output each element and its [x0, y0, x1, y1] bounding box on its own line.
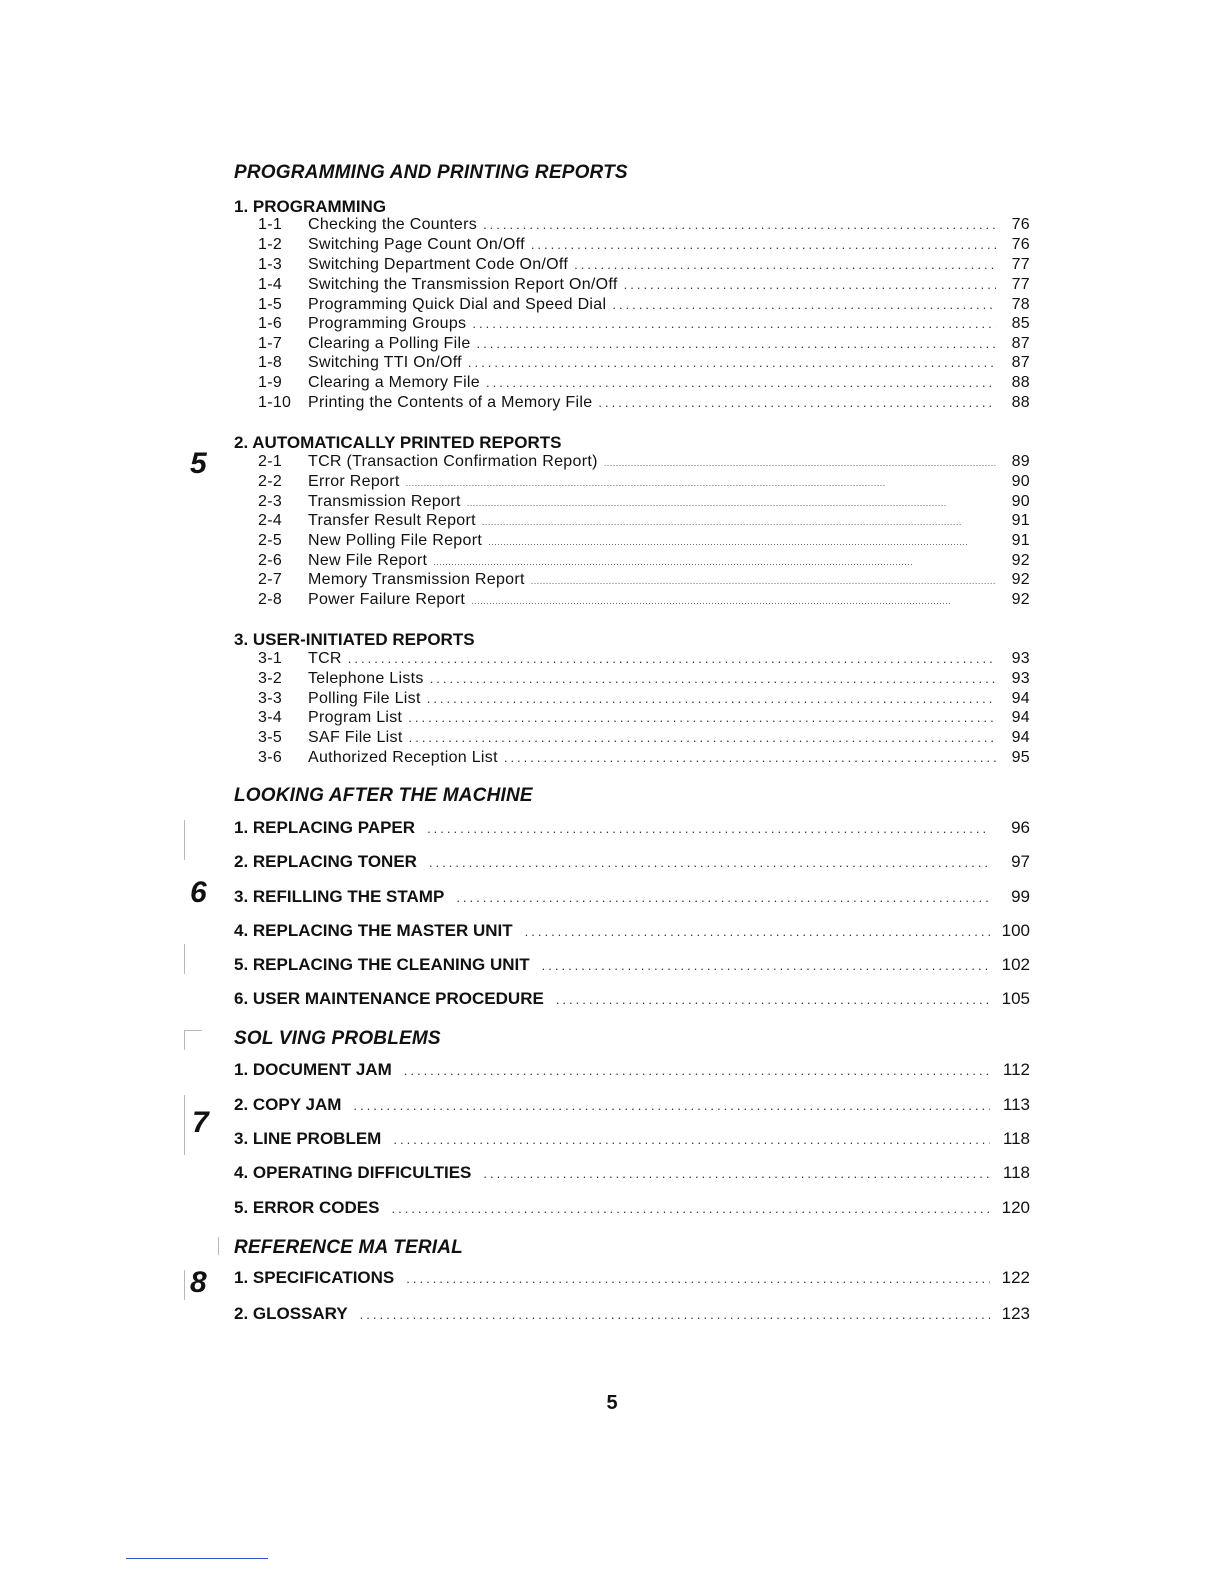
dot-leader — [604, 458, 996, 468]
section-heading-user-reports: 3. USER-INITIATED REPORTS — [234, 630, 475, 649]
dot-leader — [483, 1166, 990, 1181]
entry-page: 92 — [1011, 552, 1030, 569]
entry-title: Polling File List — [308, 690, 421, 707]
entry-title: Clearing a Polling File — [308, 335, 471, 352]
entry-title: 2. GLOSSARY — [234, 1304, 348, 1323]
page-number: 5 — [606, 1392, 618, 1414]
toc-major-entry[interactable] — [234, 955, 1030, 977]
entry-title: New Polling File Report — [308, 532, 483, 549]
entry-page: 97 — [1011, 852, 1030, 871]
entry-page: 88 — [1011, 394, 1030, 411]
dot-leader — [404, 1063, 990, 1078]
entry-title: 4. OPERATING DIFFICULTIES — [234, 1163, 472, 1182]
entry-number: 2-2 — [258, 473, 283, 490]
entry-title: Printing the Contents of a Memory File — [308, 394, 593, 411]
section-heading-automatic-reports: 2. AUTOMATICALLY PRINTED REPORTS — [234, 433, 562, 452]
dot-leader — [531, 576, 996, 586]
entry-number: 2-7 — [258, 571, 283, 588]
dot-leader — [598, 395, 996, 410]
entry-title: Transmission Report — [308, 493, 461, 510]
dot-leader — [429, 855, 990, 870]
tab-divider — [184, 1030, 202, 1031]
entry-number: 3-2 — [258, 670, 283, 687]
entry-page: 85 — [1011, 315, 1030, 332]
entry-title: 5. REPLACING THE CLEANING UNIT — [234, 955, 530, 974]
tab-divider — [184, 944, 185, 974]
entry-number: 3-5 — [258, 729, 283, 746]
toc-entry[interactable] — [258, 591, 1030, 611]
dot-leader — [406, 478, 996, 488]
entry-title: Switching TTI On/Off — [308, 354, 462, 371]
entry-page: 100 — [1001, 921, 1030, 940]
entry-title: 1. SPECIFICATIONS — [234, 1268, 395, 1287]
toc-entry[interactable] — [258, 276, 1030, 296]
dot-leader — [472, 316, 996, 331]
entry-title: 4. REPLACING THE MASTER UNIT — [234, 921, 513, 940]
entry-number: 1-7 — [258, 335, 283, 352]
entry-title: Switching Page Count On/Off — [308, 236, 525, 253]
dot-leader — [467, 498, 996, 508]
entry-title: Programming Quick Dial and Speed Dial — [308, 296, 607, 313]
toc-major-entry[interactable] — [234, 1268, 1030, 1290]
entry-page: 122 — [1001, 1268, 1030, 1287]
dot-leader — [360, 1307, 990, 1322]
entry-page: 87 — [1011, 354, 1030, 371]
entry-title: 1. REPLACING PAPER — [234, 818, 416, 837]
entry-number: 2-5 — [258, 532, 283, 549]
toc-major-entry[interactable] — [234, 921, 1030, 943]
toc-entry[interactable] — [258, 236, 1030, 256]
entry-number: 1-9 — [258, 374, 283, 391]
entry-number: 1-8 — [258, 354, 283, 371]
dot-leader — [482, 517, 996, 527]
dot-leader — [531, 237, 996, 252]
entry-number: 2-3 — [258, 493, 283, 510]
chapter-tab-5: 5 — [190, 447, 207, 480]
entry-title: Authorized Reception List — [308, 749, 498, 766]
dot-leader — [525, 924, 990, 939]
toc-entry[interactable] — [258, 749, 1030, 769]
entry-title: Programming Groups — [308, 315, 467, 332]
toc-entry[interactable] — [258, 473, 1030, 493]
entry-page: 77 — [1011, 276, 1030, 293]
entry-number: 1-10 — [258, 394, 292, 411]
toc-major-entry[interactable] — [234, 1095, 1030, 1117]
entry-page: 102 — [1001, 955, 1030, 974]
toc-entry[interactable] — [258, 335, 1030, 355]
dot-leader — [433, 557, 996, 567]
toc-entry[interactable] — [258, 296, 1030, 316]
dot-leader — [471, 596, 996, 606]
entry-title: 6. USER MAINTENANCE PROCEDURE — [234, 989, 544, 1008]
toc-major-entry[interactable] — [234, 1304, 1030, 1326]
entry-number: 2-8 — [258, 591, 283, 608]
entry-number: 2-4 — [258, 512, 283, 529]
entry-page: 93 — [1011, 670, 1030, 687]
toc-major-entry[interactable] — [234, 1060, 1030, 1082]
entry-page: 123 — [1001, 1304, 1030, 1323]
entry-title: Switching the Transmission Report On/Off — [308, 276, 618, 293]
entry-page: 78 — [1011, 296, 1030, 313]
entry-page: 94 — [1011, 729, 1030, 746]
dot-leader — [624, 277, 996, 292]
entry-page: 76 — [1011, 216, 1030, 233]
toc-entry[interactable] — [258, 512, 1030, 532]
toc-entry[interactable] — [258, 709, 1030, 729]
toc-entry[interactable] — [258, 394, 1030, 414]
toc-entry[interactable] — [258, 670, 1030, 690]
chapter-title-programming-reports: PROGRAMMING AND PRINTING REPORTS — [234, 162, 628, 183]
entry-title: 2. COPY JAM — [234, 1095, 342, 1114]
entry-number: 3-6 — [258, 749, 283, 766]
entry-page: 113 — [1002, 1095, 1030, 1114]
toc-entry[interactable] — [258, 532, 1030, 552]
chapter-title-looking-after: LOOKING AFTER THE MACHINE — [234, 785, 533, 806]
entry-number: 2-1 — [258, 453, 283, 470]
entry-page: 105 — [1001, 989, 1030, 1008]
dot-leader — [556, 992, 990, 1007]
toc-entry[interactable] — [258, 650, 1030, 670]
toc-major-entry[interactable] — [234, 1129, 1030, 1151]
entry-title: Error Report — [308, 473, 400, 490]
chapter-tab-8: 8 — [190, 1266, 207, 1299]
bottom-rule — [126, 1558, 268, 1559]
section-heading-programming: 1. PROGRAMMING — [234, 197, 387, 216]
toc-major-entry[interactable] — [234, 852, 1030, 874]
dot-leader — [488, 537, 996, 547]
entry-title: Power Failure Report — [308, 591, 466, 608]
entry-number: 1-2 — [258, 236, 283, 253]
entry-number: 1-4 — [258, 276, 283, 293]
entry-page: 93 — [1011, 650, 1030, 667]
entry-title: TCR (Transaction Confirmation Report) — [308, 453, 598, 470]
entry-title: TCR — [308, 650, 342, 667]
toc-entry[interactable] — [258, 729, 1030, 749]
toc-entry[interactable] — [258, 354, 1030, 374]
dot-leader — [393, 1132, 990, 1147]
entry-title: Transfer Result Report — [308, 512, 476, 529]
tab-divider — [184, 1030, 185, 1050]
entry-title: 3. REFILLING THE STAMP — [234, 887, 445, 906]
toc-major-entry[interactable] — [234, 1163, 1030, 1185]
entry-number: 1-3 — [258, 256, 283, 273]
chapter-tab-6: 6 — [190, 876, 207, 909]
chapter-tab-7: 7 — [192, 1106, 209, 1139]
dot-leader — [427, 821, 990, 836]
dot-leader — [456, 890, 990, 905]
tab-divider — [184, 820, 185, 860]
toc-entry[interactable] — [258, 374, 1030, 394]
entry-title: New File Report — [308, 552, 428, 569]
entry-page: 118 — [1002, 1163, 1030, 1182]
chapter-title-solving-problems: SOL VING PROBLEMS — [234, 1028, 441, 1049]
entry-title: 5. ERROR CODES — [234, 1198, 380, 1217]
tab-divider — [218, 1237, 219, 1255]
entry-title: Checking the Counters — [308, 216, 478, 233]
toc-major-entry[interactable] — [234, 887, 1030, 909]
entry-page: 89 — [1011, 453, 1030, 470]
dot-leader — [486, 375, 996, 390]
entry-number: 1-5 — [258, 296, 283, 313]
entry-page: 87 — [1011, 335, 1030, 352]
dot-leader — [542, 958, 990, 973]
dot-leader — [408, 710, 996, 725]
entry-title: Program List — [308, 709, 403, 726]
entry-number: 3-3 — [258, 690, 283, 707]
tab-divider — [184, 1270, 185, 1300]
entry-page: 112 — [1002, 1060, 1030, 1079]
entry-number: 2-6 — [258, 552, 283, 569]
entry-page: 120 — [1001, 1198, 1030, 1217]
toc-entry[interactable] — [258, 493, 1030, 513]
entry-number: 3-1 — [258, 650, 283, 667]
dot-leader — [406, 1271, 990, 1286]
entry-page: 118 — [1002, 1129, 1030, 1148]
entry-page: 90 — [1011, 493, 1030, 510]
toc-entry[interactable] — [258, 453, 1030, 473]
entry-number: 1-6 — [258, 315, 283, 332]
toc-entry[interactable] — [258, 256, 1030, 276]
entry-page: 92 — [1011, 591, 1030, 608]
entry-page: 96 — [1011, 818, 1030, 837]
entry-number: 3-4 — [258, 709, 283, 726]
dot-leader — [483, 217, 996, 232]
toc-major-entry[interactable] — [234, 818, 1030, 840]
toc-major-entry[interactable] — [234, 989, 1030, 1011]
entry-page: 91 — [1011, 532, 1030, 549]
dot-leader — [468, 355, 996, 370]
toc-entry[interactable] — [258, 315, 1030, 335]
dot-leader — [353, 1098, 990, 1113]
toc-entry[interactable] — [258, 216, 1030, 236]
entry-title: Clearing a Memory File — [308, 374, 480, 391]
dot-leader — [348, 651, 996, 666]
dot-leader — [409, 730, 996, 745]
entry-page: 91 — [1011, 512, 1030, 529]
entry-page: 92 — [1011, 571, 1030, 588]
entry-title: 1. DOCUMENT JAM — [234, 1060, 392, 1079]
toc-entry[interactable] — [258, 552, 1030, 572]
toc-entry[interactable] — [258, 690, 1030, 710]
toc-major-entry[interactable] — [234, 1198, 1030, 1220]
entry-page: 99 — [1011, 887, 1030, 906]
dot-leader — [612, 297, 996, 312]
entry-title: Switching Department Code On/Off — [308, 256, 569, 273]
dot-leader — [391, 1201, 990, 1216]
entry-page: 88 — [1011, 374, 1030, 391]
entry-title: Memory Transmission Report — [308, 571, 525, 588]
chapter-title-reference: REFERENCE MA TERIAL — [234, 1237, 463, 1258]
entry-page: 76 — [1011, 236, 1030, 253]
entry-page: 90 — [1011, 473, 1030, 490]
entry-title: 2. REPLACING TONER — [234, 852, 417, 871]
dot-leader — [430, 671, 996, 686]
dot-leader — [427, 691, 996, 706]
entry-page: 95 — [1011, 749, 1030, 766]
toc-entry[interactable] — [258, 571, 1030, 591]
entry-page: 94 — [1011, 709, 1030, 726]
dot-leader — [574, 257, 996, 272]
entry-page: 94 — [1011, 690, 1030, 707]
entry-title: 3. LINE PROBLEM — [234, 1129, 382, 1148]
tab-divider — [184, 1095, 185, 1155]
dot-leader — [477, 336, 996, 351]
entry-title: Telephone Lists — [308, 670, 424, 687]
entry-title: SAF File List — [308, 729, 403, 746]
dot-leader — [504, 750, 996, 765]
entry-page: 77 — [1011, 256, 1030, 273]
entry-number: 1-1 — [258, 216, 283, 233]
